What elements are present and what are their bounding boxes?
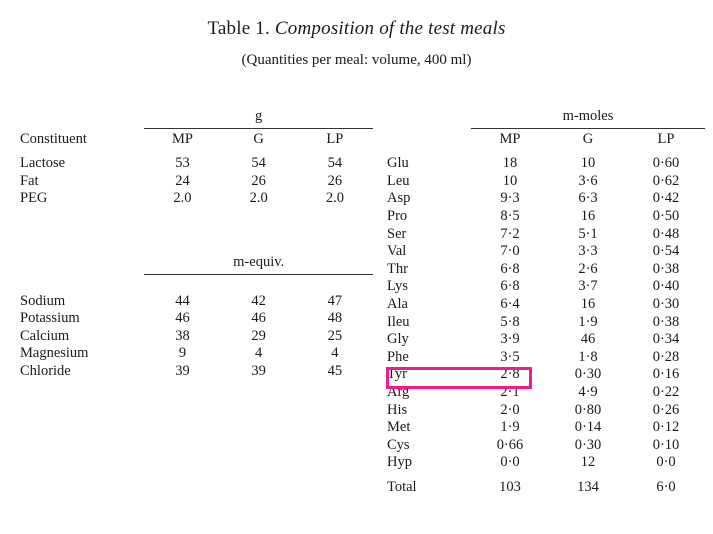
spacer <box>18 148 373 155</box>
table-subtitle: (Quantities per meal: volume, 400 ml) <box>241 52 472 68</box>
cell-lp: 0·12 <box>652 419 680 436</box>
unit-heading-mmoles: m-moles <box>562 108 614 124</box>
row-label: Calcium <box>20 327 70 344</box>
cell-lp: 47 <box>327 292 343 309</box>
cell-mp: 9·3 <box>500 190 520 207</box>
cell-lp: 45 <box>327 362 343 379</box>
cell-g: 0·80 <box>574 401 602 418</box>
table-row <box>385 155 705 173</box>
horizontal-rule <box>471 128 705 129</box>
row-label: Chloride <box>20 362 71 379</box>
table-caption: Composition of the test meals <box>274 18 506 39</box>
cell-lp: 0·38 <box>652 260 680 277</box>
cell-g: 3·3 <box>578 243 598 260</box>
table-row <box>385 190 705 208</box>
row-label: Asp <box>387 190 411 207</box>
row-label: His <box>387 401 408 418</box>
cell-g: 42 <box>251 292 266 309</box>
cell-mp: 103 <box>499 478 521 495</box>
horizontal-rule <box>144 128 373 129</box>
cell-mp: 2·8 <box>500 366 520 383</box>
cell-g: 3·7 <box>578 278 598 295</box>
table-row <box>18 328 373 346</box>
cell-mp: 6·8 <box>500 260 520 277</box>
table-row <box>385 384 705 402</box>
spacer <box>18 238 373 254</box>
row-label: Pro <box>387 207 408 224</box>
table-row <box>385 278 705 296</box>
table-title <box>0 18 713 40</box>
cell-mp: 44 <box>175 292 190 309</box>
cell-g: 0·30 <box>574 436 602 453</box>
cell-lp: 4 <box>331 345 339 362</box>
cell-g: 134 <box>577 478 599 495</box>
row-label-total: Total <box>387 478 417 495</box>
right-column-header-row <box>385 131 705 149</box>
row-label: Ala <box>387 295 408 312</box>
cell-g: 0·14 <box>574 419 602 436</box>
cell-mp: 0·66 <box>496 436 524 453</box>
cell-mp: 6·8 <box>500 278 520 295</box>
column-header-mp: MP <box>171 130 193 147</box>
table-row <box>385 243 705 261</box>
cell-g: 6·3 <box>578 190 598 207</box>
row-label: Glu <box>387 155 409 172</box>
table-row <box>18 173 373 191</box>
table-row <box>385 173 705 191</box>
table-row <box>18 345 373 363</box>
column-header-g: G <box>253 130 264 147</box>
spacer <box>385 148 705 155</box>
cell-mp: 46 <box>175 310 190 327</box>
cell-g: 2.0 <box>249 190 268 207</box>
cell-lp: 0·54 <box>652 243 680 260</box>
cell-mp: 7·2 <box>500 225 520 242</box>
row-label: Magnesium <box>20 345 89 362</box>
cell-g: 10 <box>580 155 596 172</box>
horizontal-rule <box>144 274 373 275</box>
left-unit-heading-row <box>18 108 373 127</box>
cell-lp: 0·28 <box>652 348 680 365</box>
cell-lp: 0·60 <box>652 155 680 172</box>
spacer <box>18 277 373 293</box>
table-row <box>18 310 373 328</box>
table-row <box>385 454 705 472</box>
cell-g: 46 <box>251 310 266 327</box>
cell-lp: 0·38 <box>652 313 680 330</box>
cell-mp: 2·1 <box>500 383 520 400</box>
cell-g: 1·9 <box>578 313 598 330</box>
cell-g: 54 <box>251 155 266 172</box>
row-label: PEG <box>20 190 48 207</box>
row-label: Potassium <box>20 310 80 327</box>
cell-lp: 0·10 <box>652 436 680 453</box>
cell-g: 5·1 <box>578 225 598 242</box>
table-row <box>385 261 705 279</box>
cell-g: 46 <box>580 331 596 348</box>
cell-mp: 6·4 <box>500 295 520 312</box>
table-row <box>18 363 373 381</box>
cell-mp: 5·8 <box>500 313 520 330</box>
unit-heading-mequiv: m-equiv. <box>233 253 285 270</box>
column-header-g: G <box>582 130 594 147</box>
row-label: Sodium <box>20 292 66 309</box>
cell-mp: 9 <box>178 345 187 362</box>
row-label: Cys <box>387 436 410 453</box>
cell-g: 1·8 <box>578 348 598 365</box>
cell-g: 4 <box>255 345 263 362</box>
cell-g: 16 <box>580 295 596 312</box>
cell-lp: 0·34 <box>652 331 680 348</box>
table-row <box>18 293 373 311</box>
right-table <box>385 108 705 496</box>
table-row <box>385 366 705 384</box>
cell-lp: 2.0 <box>325 190 344 207</box>
cell-g: 4·9 <box>578 383 598 400</box>
right-unit-heading-row <box>385 108 705 127</box>
row-label: Val <box>387 243 407 260</box>
cell-g: 2·6 <box>578 260 598 277</box>
cell-mp: 8·5 <box>500 207 520 224</box>
cell-g: 0·30 <box>574 366 602 383</box>
cell-lp: 0·26 <box>652 401 680 418</box>
cell-lp: 0·22 <box>652 383 680 400</box>
unit-heading-g: g <box>255 108 263 124</box>
cell-lp: 0·30 <box>652 295 680 312</box>
cell-mp: 0·0 <box>500 454 520 471</box>
spacer <box>385 472 705 479</box>
table-row <box>385 314 705 332</box>
table-number: Table 1. <box>207 18 270 39</box>
table-row <box>385 208 705 226</box>
cell-lp: 0·48 <box>652 225 680 242</box>
cell-g: 39 <box>251 362 266 379</box>
left-table <box>18 108 373 381</box>
cell-lp: 26 <box>327 172 343 189</box>
left-column-header-row <box>18 131 373 149</box>
table-row <box>385 437 705 455</box>
column-header-mp: MP <box>499 130 521 147</box>
cell-lp: 25 <box>327 327 343 344</box>
table-row-phe <box>385 349 705 367</box>
cell-mp: 3·5 <box>500 348 520 365</box>
cell-lp: 0·50 <box>652 207 680 224</box>
column-header-lp: LP <box>657 130 675 147</box>
cell-lp: 6·0 <box>656 478 676 495</box>
cell-mp: 38 <box>175 327 190 344</box>
left-table-block <box>18 108 373 381</box>
cell-mp: 53 <box>175 155 190 172</box>
table-row <box>18 190 373 208</box>
row-label: Leu <box>387 172 410 189</box>
cell-lp: 48 <box>327 310 343 327</box>
cell-mp: 2.0 <box>173 190 192 207</box>
row-label: Arg <box>387 383 410 400</box>
cell-mp: 39 <box>175 362 190 379</box>
cell-lp: 0·62 <box>652 172 680 189</box>
row-label: Thr <box>387 260 408 277</box>
cell-mp: 10 <box>502 172 518 189</box>
cell-g: 26 <box>251 172 266 189</box>
cell-mp: 18 <box>502 155 518 172</box>
row-label: Lactose <box>20 155 66 172</box>
table-row <box>385 402 705 420</box>
cell-mp: 2·0 <box>500 401 520 418</box>
table-row <box>18 155 373 173</box>
cell-mp: 3·9 <box>500 331 520 348</box>
cell-mp: 24 <box>175 172 190 189</box>
row-label: Fat <box>20 172 39 189</box>
row-label: Gly <box>387 331 409 348</box>
cell-lp: 0·40 <box>652 278 680 295</box>
table-row <box>385 331 705 349</box>
cell-lp: 0·42 <box>652 190 680 207</box>
row-label: Lys <box>387 278 408 295</box>
row-label: Hyp <box>387 454 412 471</box>
constituent-header: Constituent <box>20 130 87 147</box>
row-label: Met <box>387 419 411 436</box>
table-row <box>385 419 705 437</box>
cell-g: 29 <box>251 327 266 344</box>
column-header-lp: LP <box>326 130 344 147</box>
row-label: Ser <box>387 225 407 242</box>
left-unit-heading-row-2 <box>18 254 373 273</box>
cell-mp: 7·0 <box>500 243 520 260</box>
cell-lp: 0·0 <box>656 454 676 471</box>
spacer <box>18 208 373 238</box>
row-label: Tyr <box>387 366 407 383</box>
document-page <box>0 18 713 534</box>
cell-mp: 1·9 <box>500 419 520 436</box>
cell-g: 16 <box>580 207 596 224</box>
row-label: Phe <box>387 348 409 365</box>
cell-lp: 0·16 <box>652 366 680 383</box>
right-table-block <box>385 108 705 496</box>
cell-lp: 54 <box>327 155 343 172</box>
table-row <box>385 226 705 244</box>
cell-g: 12 <box>580 454 596 471</box>
table-row-total <box>385 479 705 497</box>
row-label: Ileu <box>387 313 410 330</box>
table-row <box>385 296 705 314</box>
cell-g: 3·6 <box>578 172 598 189</box>
